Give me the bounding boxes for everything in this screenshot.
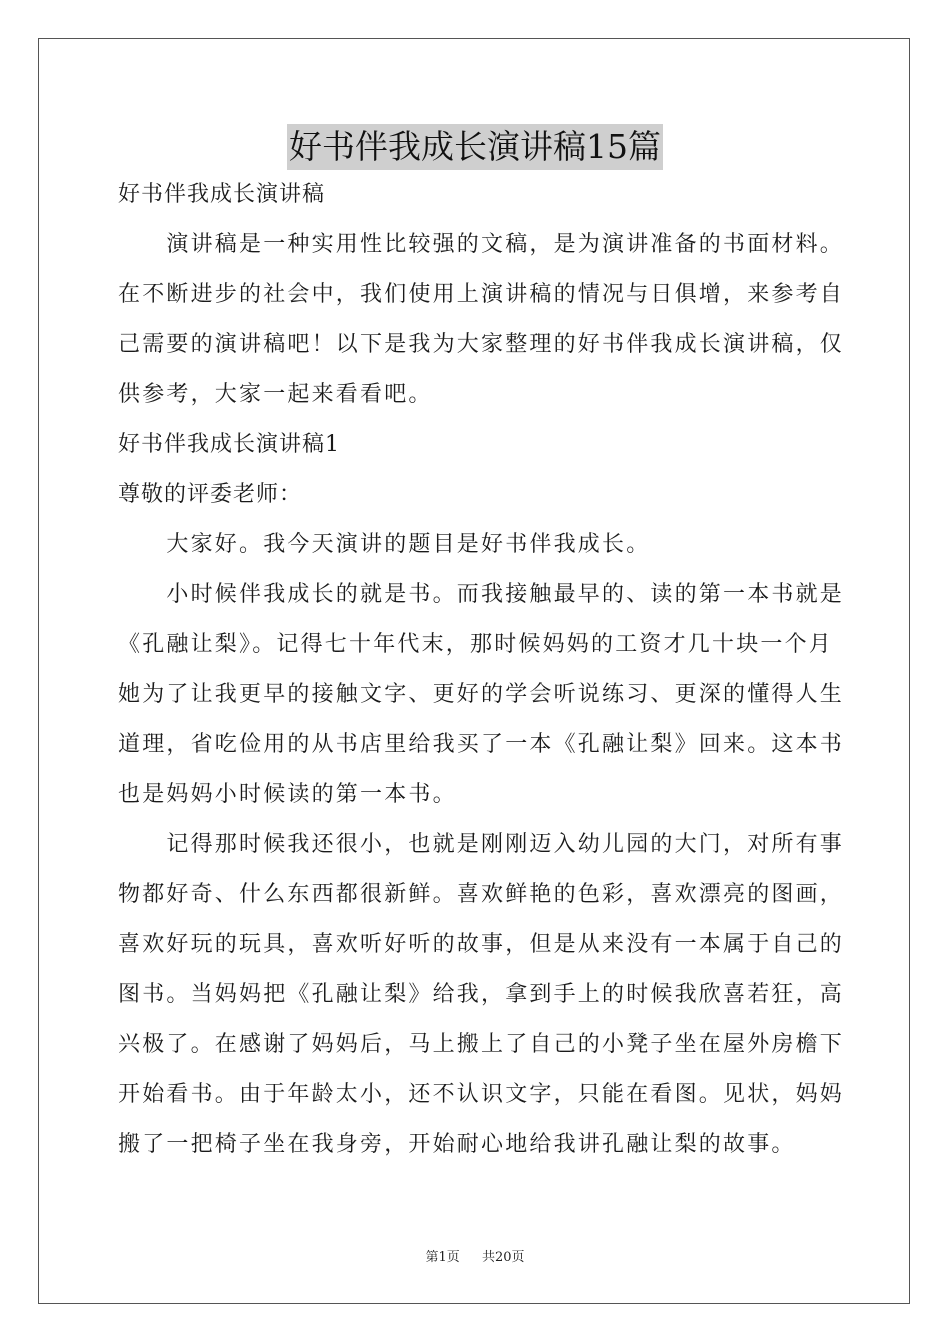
document-body [118, 178, 845, 1178]
text-line: 她为了让我更早的接触文字、更好的学会听说练习、更深的懂得人生 [118, 682, 845, 707]
text-line: 在不断进步的社会中，我们使用上演讲稿的情况与日俱增，来参考自 [118, 282, 845, 307]
text-line: 《孔融让梨》。记得七十年代末，那时候妈妈的工资才几十块一个月 [118, 632, 834, 657]
text-line: 记得那时候我还很小，也就是刚刚迈入幼儿园的大门，对所有事 [118, 832, 845, 857]
text-line: 也是妈妈小时候读的第一本书。 [118, 782, 457, 807]
salutation: 尊敬的评委老师： [118, 482, 303, 507]
paragraph-greeting [118, 528, 838, 562]
text-line: 开始看书。由于年龄太小，还不认识文字，只能在看图。见状，妈妈 [118, 1082, 845, 1107]
paragraph-memories [118, 828, 845, 1162]
text-line: 图书。当妈妈把《孔融让梨》给我，拿到手上的时候我欣喜若狂，高 [118, 982, 845, 1007]
paragraph-childhood-book [118, 578, 845, 812]
text-line: 喜欢好玩的玩具，喜欢听好听的故事，但是从来没有一本属于自己的 [118, 932, 845, 957]
page-footer [0, 1246, 950, 1265]
page-number: 第1页 [425, 1250, 460, 1265]
text-line: 演讲稿是一种实用性比较强的文稿，是为演讲准备的书面材料。 [118, 232, 845, 257]
text-line: 物都好奇、什么东西都很新鲜。喜欢鲜艳的色彩，喜欢漂亮的图画， [118, 882, 845, 907]
text-line: 兴极了。在感谢了妈妈后，马上搬上了自己的小凳子坐在屋外房檐下 [118, 1032, 845, 1057]
title-container [0, 124, 950, 170]
text-line: 大家好。我今天演讲的题目是好书伴我成长。 [118, 532, 651, 557]
text-line: 搬了一把椅子坐在我身旁，开始耐心地给我讲孔融让梨的故事。 [118, 1132, 796, 1157]
document-subtitle: 好书伴我成长演讲稿 [118, 182, 326, 207]
text-line: 己需要的演讲稿吧！以下是我为大家整理的好书伴我成长演讲稿，仅 [118, 332, 845, 357]
text-line: 供参考，大家一起来看看吧。 [118, 382, 433, 407]
text-line: 小时候伴我成长的就是书。而我接触最早的、读的第一本书就是 [118, 582, 845, 607]
document-title: 好书伴我成长演讲稿15篇 [287, 124, 663, 170]
intro-paragraph [118, 228, 845, 412]
text-line: 道理，省吃俭用的从书店里给我买了一本《孔融让梨》回来。这本书 [118, 732, 845, 757]
section-heading: 好书伴我成长演讲稿1 [118, 432, 340, 457]
page-total: 共20页 [482, 1250, 525, 1265]
